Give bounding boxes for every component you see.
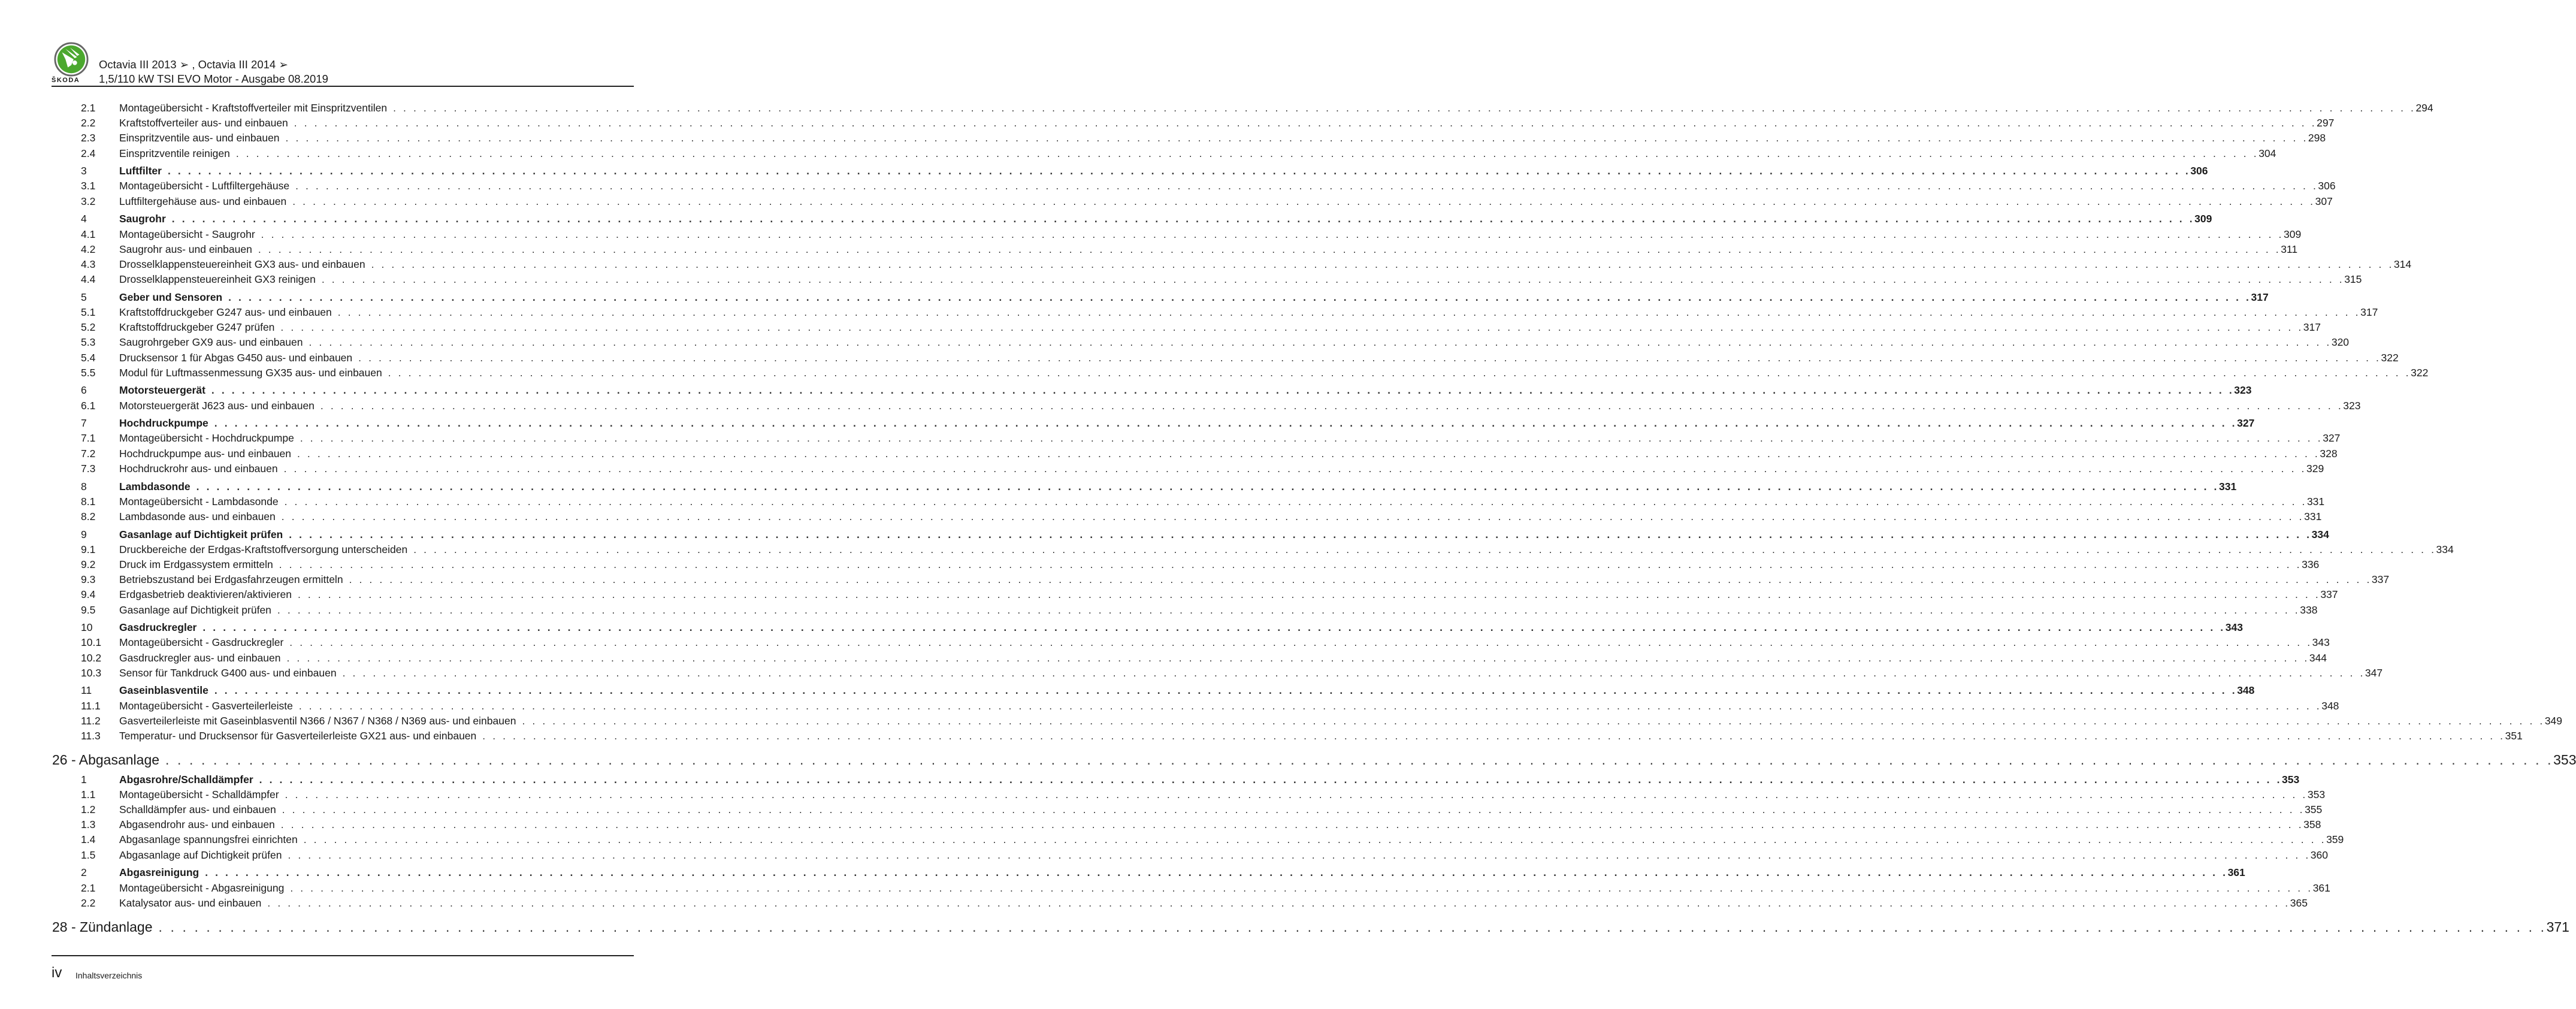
dot-leader: . . . . . . . . . . . . . . . . . . . . . . . . . . . . . . . . . . . . . . . . . . . . . . . . . . . . . . . . . . . . . . . . . . . . . . . . . . . . . . . . . . . . . . . . . . . . . . . . . . . . . . . . . . . . . . . . . . . . . . . . . . . . . . . . . . . . . . . . . . . . . . . . . . . . . . . . . . . . . . . . . . . . . . . . . . . . . . . . . . . . . . . . . . . . . . . . . . . . . . . . <box>297 588 2321 601</box>
entry-number: 9.2 <box>81 558 96 570</box>
dot-leader: . . . . . . . . . . . . . . . . . . . . . . . . . . . . . . . . . . . . . . . . . . . . . . . . . . . . . . . . . . . . . . . . . . . . . . . . . . . . . . . . . . . . . . . . . . . . . . . . . . . . . . . . . . . . . . . . . . . . . . . . . . . . . . . . . . . . . . . . . . . . . . . . . . . . . . . . . . . . . . . . . . . . . . . . . . . . . . . . . . . . . . . . . . . . . . . . . . . . . . . . <box>171 213 2195 225</box>
dot-leader: . . . . . . . . . . . . . . . . . . . . . . . . . . . . . . . . . . . . . . . . . . . . . . . . . . . . . . . . . . . . . . . . . . . . . . . . . . . . . . . . . . . . . . . . . . . . . . . . . . . . . . . . . . . . . . . . . . . . . . . . . . . . . . . . . . . . . . . . . . . . . . . . . . . . . . . . . . . . . . . . . . . . . . . . . . . . . . . . . . . . . . . . . . . . . . . . . . . . . . . . <box>342 666 2365 679</box>
entry-title: Katalysator aus- und einbauen <box>119 896 262 909</box>
entry-page: 304 <box>2258 147 2276 159</box>
entry-number: 3 <box>81 165 87 177</box>
entry-page: 353 <box>2282 773 2300 786</box>
entry-page: 361 <box>2312 881 2330 894</box>
skoda-logo-icon <box>54 42 89 77</box>
entry-title: Einspritzventile aus- und einbauen <box>119 132 280 144</box>
entry-number: 5.2 <box>81 321 96 334</box>
entry-number: 2.2 <box>81 896 96 909</box>
toc-entry-sub[interactable] <box>0 588 2338 603</box>
entry-title: Modul für Luftmassenmessung GX35 aus- und einbauen <box>119 366 382 379</box>
entry-title: Montageübersicht - Abgasreinigung <box>119 881 285 894</box>
entry-title: Saugrohr aus- und einbauen <box>119 243 252 255</box>
dot-leader: . . . . . . . . . . . . . . . . . . . . . . . . . . . . . . . . . . . . . . . . . . . . . . . . . . . . . . . . . . . . . . . . . . . . . . . . . . . . . . . . . . . . . . . . . . . . . . . . . . . . . . . . . . . . . . . . . . . . . . . . . . . . . . . . . . . . . . . . . . . . . . . . . . . . . . . . . . . . . . . . . . . . . . . . . . . . . . . . . . . . . . . . . . . . . . . . . . . . . . . . <box>522 714 2545 727</box>
dot-leader: . . . . . . . . . . . . . . . . . . . . . . . . . . . . . . . . . . . . . . . . . . . . . . . . . . . . . . . . . . . . . . . . . . . . . . . . . . . . . . . . . . . . . . . . . . . . . . . . . . . . . . . . . . . . . . . . . . . . . . . . . . . . . . . . . . . . . . . . . . . . . . . . . . . . . . . . . . . . . . . . . . . . . . . . . . . . . . . . . . . . . . . . . . . . . . . . . . . . . . . . <box>371 258 2394 270</box>
dot-leader: . . . . . . . . . . . . . . . . . . . . . . . . . . . . . . . . . . . . . . . . . . . . . . . . . . . . . . . . . . . . . . . . . . . . . . . . . . . . . . . . . . . . . . . . . . . . . . . . . . . . . . . . . . . . . . . . . . . . . . . . . . . . . . . . . . . . . . . . . . . . . . . . . . . . . . . . . . . . . . . . . . . . . . . . . . . . . . . . . . . . . . . . . . . . . . . . . . . . . . . . <box>165 752 2554 768</box>
entry-title: Drosselklappensteuereinheit GX3 aus- und einbauen <box>119 258 365 270</box>
entry-page: 314 <box>2393 258 2412 270</box>
dot-leader: . . . . . . . . . . . . . . . . . . . . . . . . . . . . . . . . . . . . . . . . . . . . . . . . . . . . . . . . . . . . . . . . . . . . . . . . . . . . . . . . . . . . . . . . . . . . . . . . . . . . . . . . . . . . . . . . . . . . . . . . . . . . . . . . . . . . . . . . . . . . . . . . . . . . . . . . . . . . . . . . . . . . . . . . . . . . . . . . . . . . . . . . . . . . . . . . . . . . . . . . <box>280 321 2303 334</box>
toc-entry-sub[interactable] <box>0 462 2324 478</box>
toc-entry-sub[interactable] <box>0 699 2339 715</box>
toc-entry-sub[interactable] <box>0 495 2325 510</box>
entry-number: 4.1 <box>81 228 96 240</box>
entry-number: 7.1 <box>81 432 96 445</box>
dot-leader: . . . . . . . . . . . . . . . . . . . . . . . . . . . . . . . . . . . . . . . . . . . . . . . . . . . . . . . . . . . . . . . . . . . . . . . . . . . . . . . . . . . . . . . . . . . . . . . . . . . . . . . . . . . . . . . . . . . . . . . . . . . . . . . . . . . . . . . . . . . . . . . . . . . . . . . . . . . . . . . . . . . . . . . . . . . . . . . . . . . . . . . . . . . . . . . . . . . . . . . . <box>285 788 2308 800</box>
entry-page: 358 <box>2303 818 2321 831</box>
toc-entry-chapter[interactable] <box>0 752 2576 771</box>
dot-leader: . . . . . . . . . . . . . . . . . . . . . . . . . . . . . . . . . . . . . . . . . . . . . . . . . . . . . . . . . . . . . . . . . . . . . . . . . . . . . . . . . . . . . . . . . . . . . . . . . . . . . . . . . . . . . . . . . . . . . . . . . . . . . . . . . . . . . . . . . . . . . . . . . . . . . . . . . . . . . . . . . . . . . . . . . . . . . . . . . . . . . . . . . . . . . . . . . . . . . . . . <box>158 919 2547 935</box>
entry-page: 298 <box>2308 132 2326 144</box>
entry-number: 6 <box>81 384 87 397</box>
entry-title: Hochdruckpumpe aus- und einbauen <box>119 447 291 460</box>
entry-number: 3.1 <box>81 180 96 192</box>
entry-number: 2.1 <box>81 881 96 894</box>
toc-entry-sub[interactable] <box>0 543 2454 558</box>
entry-page: 353 <box>2307 788 2326 800</box>
entry-title: Gaseinblasventile <box>119 684 208 697</box>
toc-entry-sub[interactable] <box>0 336 2350 351</box>
dot-leader: . . . . . . . . . . . . . . . . . . . . . . . . . . . . . . . . . . . . . . . . . . . . . . . . . . . . . . . . . . . . . . . . . . . . . . . . . . . . . . . . . . . . . . . . . . . . . . . . . . . . . . . . . . . . . . . . . . . . . . . . . . . . . . . . . . . . . . . . . . . . . . . . . . . . . . . . . . . . . . . . . . . . . . . . . . . . . . . . . . . . . . . . . . . . . . . . . . . . . . . . <box>283 462 2306 475</box>
entry-page: 331 <box>2219 480 2237 493</box>
toc-entry-section[interactable] <box>0 291 2269 306</box>
entry-page: 327 <box>2323 432 2341 445</box>
entry-title: Kraftstoffverteiler aus- und einbauen <box>119 117 288 129</box>
toc-entry-sub[interactable] <box>0 833 2344 848</box>
header-title-line2: 1,5/110 kW TSI EVO Motor - Ausgabe 08.2019 <box>99 72 328 85</box>
dot-leader: . . . . . . . . . . . . . . . . . . . . . . . . . . . . . . . . . . . . . . . . . . . . . . . . . . . . . . . . . . . . . . . . . . . . . . . . . . . . . . . . . . . . . . . . . . . . . . . . . . . . . . . . . . . . . . . . . . . . . . . . . . . . . . . . . . . . . . . . . . . . . . . . . . . . . . . . . . . . . . . . . . . . . . . . . . . . . . . . . . . . . . . . . . . . . . . . . . . . . . . . <box>297 447 2320 460</box>
entry-number: 9.5 <box>81 603 96 616</box>
dot-leader: . . . . . . . . . . . . . . . . . . . . . . . . . . . . . . . . . . . . . . . . . . . . . . . . . . . . . . . . . . . . . . . . . . . . . . . . . . . . . . . . . . . . . . . . . . . . . . . . . . . . . . . . . . . . . . . . . . . . . . . . . . . . . . . . . . . . . . . . . . . . . . . . . . . . . . . . . . . . . . . . . . . . . . . . . . . . . . . . . . . . . . . . . . . . . . . . . . . . . . . . <box>413 543 2436 555</box>
entry-page: 307 <box>2315 195 2333 207</box>
entry-page: 306 <box>2190 165 2208 177</box>
dot-leader: . . . . . . . . . . . . . . . . . . . . . . . . . . . . . . . . . . . . . . . . . . . . . . . . . . . . . . . . . . . . . . . . . . . . . . . . . . . . . . . . . . . . . . . . . . . . . . . . . . . . . . . . . . . . . . . . . . . . . . . . . . . . . . . . . . . . . . . . . . . . . . . . . . . . . . . . . . . . . . . . . . . . . . . . . . . . . . . . . . . . . . . . . . . . . . . . . . . . . . . . <box>303 833 2327 846</box>
dot-leader: . . . . . . . . . . . . . . . . . . . . . . . . . . . . . . . . . . . . . . . . . . . . . . . . . . . . . . . . . . . . . . . . . . . . . . . . . . . . . . . . . . . . . . . . . . . . . . . . . . . . . . . . . . . . . . . . . . . . . . . . . . . . . . . . . . . . . . . . . . . . . . . . . . . . . . . . . . . . . . . . . . . . . . . . . . . . . . . . . . . . . . . . . . . . . . . . . . . . . . . . <box>202 621 2226 634</box>
entry-number: 2 <box>81 866 87 879</box>
entry-title: Druck im Erdgassystem ermitteln <box>119 558 273 570</box>
dot-leader: . . . . . . . . . . . . . . . . . . . . . . . . . . . . . . . . . . . . . . . . . . . . . . . . . . . . . . . . . . . . . . . . . . . . . . . . . . . . . . . . . . . . . . . . . . . . . . . . . . . . . . . . . . . . . . . . . . . . . . . . . . . . . . . . . . . . . . . . . . . . . . . . . . . . . . . . . . . . . . . . . . . . . . . . . . . . . . . . . . . . . . . . . . . . . . . . . . . . . . . . <box>280 818 2304 831</box>
entry-title: Schalldämpfer aus- und einbauen <box>119 803 276 816</box>
toc-entry-sub[interactable] <box>0 881 2330 897</box>
entry-title: Abgasanlage spannungsfrei einrichten <box>119 833 298 846</box>
entry-number: 7 <box>81 417 87 430</box>
entry-page: 338 <box>2300 603 2318 616</box>
entry-page: 317 <box>2360 306 2378 318</box>
entry-number: 11.3 <box>81 730 101 742</box>
entry-number: 1.1 <box>81 788 96 800</box>
entry-title: Motorsteuergerät J623 aus- und einbauen <box>119 399 315 412</box>
toc-entry-sub[interactable] <box>0 848 2328 864</box>
entry-number: 6.1 <box>81 399 96 412</box>
entry-title: Montageübersicht - Gasdruckregler <box>119 636 284 649</box>
entry-page: 360 <box>2310 848 2328 861</box>
dot-leader: . . . . . . . . . . . . . . . . . . . . . . . . . . . . . . . . . . . . . . . . . . . . . . . . . . . . . . . . . . . . . . . . . . . . . . . . . . . . . . . . . . . . . . . . . . . . . . . . . . . . . . . . . . . . . . . . . . . . . . . . . . . . . . . . . . . . . . . . . . . . . . . . . . . . . . . . . . . . . . . . . . . . . . . . . . . . . . . . . . . . . . . . . . . . . . . . . . . . . . . . <box>196 480 2219 493</box>
entry-page: 361 <box>2227 866 2245 879</box>
entry-page: 323 <box>2343 399 2361 412</box>
entry-page: 306 <box>2318 180 2336 192</box>
toc-entry-sub[interactable] <box>0 573 2390 588</box>
dot-leader: . . . . . . . . . . . . . . . . . . . . . . . . . . . . . . . . . . . . . . . . . . . . . . . . . . . . . . . . . . . . . . . . . . . . . . . . . . . . . . . . . . . . . . . . . . . . . . . . . . . . . . . . . . . . . . . . . . . . . . . . . . . . . . . . . . . . . . . . . . . . . . . . . . . . . . . . . . . . . . . . . . . . . . . . . . . . . . . . . . . . . . . . . . . . . . . . . . . . . . . . <box>267 896 2290 909</box>
dot-leader: . . . . . . . . . . . . . . . . . . . . . . . . . . . . . . . . . . . . . . . . . . . . . . . . . . . . . . . . . . . . . . . . . . . . . . . . . . . . . . . . . . . . . . . . . . . . . . . . . . . . . . . . . . . . . . . . . . . . . . . . . . . . . . . . . . . . . . . . . . . . . . . . . . . . . . . . . . . . . . . . . . . . . . . . . . . . . . . . . . . . . . . . . . . . . . . . . . . . . . . . <box>235 147 2259 159</box>
entry-title: Gasanlage auf Dichtigkeit prüfen <box>119 528 283 540</box>
toc-entry-section[interactable] <box>0 384 2252 399</box>
toc-entry-sub[interactable] <box>0 132 2326 147</box>
entry-page: 294 <box>2415 102 2433 114</box>
toc-entry-sub[interactable] <box>0 788 2326 803</box>
entry-page: 317 <box>2251 291 2269 303</box>
entry-title: Montageübersicht - Lambdasonde <box>119 495 279 507</box>
toc-entry-sub[interactable] <box>0 366 2429 382</box>
entry-number: 5.1 <box>81 306 96 318</box>
entry-number: 8 <box>81 480 87 493</box>
entry-page: 334 <box>2436 543 2454 555</box>
entry-number: 1.2 <box>81 803 96 816</box>
entry-title: Saugrohrgeber GX9 aus- und einbauen <box>119 336 303 349</box>
toc-entry-sub[interactable] <box>0 180 2336 195</box>
entry-page: 309 <box>2284 228 2302 240</box>
toc-entry-sub[interactable] <box>0 117 2335 132</box>
entry-title: Sensor für Tankdruck G400 aus- und einbauen <box>119 666 337 679</box>
toc-entry-section[interactable] <box>0 773 2300 789</box>
entry-title: Geber und Sensoren <box>119 291 223 303</box>
toc-entry-sub[interactable] <box>0 195 2333 210</box>
header-divider <box>52 86 634 87</box>
entry-number: 9.4 <box>81 588 96 601</box>
entry-number: 10.1 <box>81 636 102 649</box>
entry-number: 8.1 <box>81 495 96 507</box>
entry-title: Temperatur- und Drucksensor für Gasverteilerleiste GX21 aus- und einbauen <box>119 730 477 742</box>
entry-number: 5.4 <box>81 351 96 364</box>
entry-number: 2.3 <box>81 132 96 144</box>
entry-number: 4.4 <box>81 273 96 286</box>
toc-entry-sub[interactable] <box>0 666 2383 682</box>
entry-number: 2.1 <box>81 102 96 114</box>
entry-page: 328 <box>2320 447 2338 460</box>
entry-page: 334 <box>2311 528 2329 540</box>
dot-leader: . . . . . . . . . . . . . . . . . . . . . . . . . . . . . . . . . . . . . . . . . . . . . . . . . . . . . . . . . . . . . . . . . . . . . . . . . . . . . . . . . . . . . . . . . . . . . . . . . . . . . . . . . . . . . . . . . . . . . . . . . . . . . . . . . . . . . . . . . . . . . . . . . . . . . . . . . . . . . . . . . . . . . . . . . . . . . . . . . . . . . . . . . . . . . . . . . . . . . . . . <box>358 351 2381 364</box>
entry-title: Motorsteuergerät <box>119 384 205 397</box>
entry-number: 4.3 <box>81 258 96 270</box>
dot-leader: . . . . . . . . . . . . . . . . . . . . . . . . . . . . . . . . . . . . . . . . . . . . . . . . . . . . . . . . . . . . . . . . . . . . . . . . . . . . . . . . . . . . . . . . . . . . . . . . . . . . . . . . . . . . . . . . . . . . . . . . . . . . . . . . . . . . . . . . . . . . . . . . . . . . . . . . . . . . . . . . . . . . . . . . . . . . . . . . . . . . . . . . . . . . . . . . . . . . . . . . <box>167 165 2191 177</box>
entry-page: 311 <box>2281 243 2298 255</box>
toc-entry-sub[interactable] <box>0 228 2302 243</box>
entry-number: 10.3 <box>81 666 102 679</box>
entry-page: 309 <box>2194 213 2212 225</box>
toc-entry-sub[interactable] <box>0 243 2298 258</box>
entry-number: 11.2 <box>81 714 101 727</box>
entry-title: Kraftstoffdruckgeber G247 prüfen <box>119 321 275 334</box>
dot-leader: . . . . . . . . . . . . . . . . . . . . . . . . . . . . . . . . . . . . . . . . . . . . . . . . . . . . . . . . . . . . . . . . . . . . . . . . . . . . . . . . . . . . . . . . . . . . . . . . . . . . . . . . . . . . . . . . . . . . . . . . . . . . . . . . . . . . . . . . . . . . . . . . . . . . . . . . . . . . . . . . . . . . . . . . . . . . . . . . . . . . . . . . . . . . . . . . . . . . . . . . <box>214 417 2238 430</box>
entry-page: 322 <box>2411 366 2429 379</box>
dot-leader: . . . . . . . . . . . . . . . . . . . . . . . . . . . . . . . . . . . . . . . . . . . . . . . . . . . . . . . . . . . . . . . . . . . . . . . . . . . . . . . . . . . . . . . . . . . . . . . . . . . . . . . . . . . . . . . . . . . . . . . . . . . . . . . . . . . . . . . . . . . . . . . . . . . . . . . . . . . . . . . . . . . . . . . . . . . . . . . . . . . . . . . . . . . . . . . . . . . . . . . . <box>388 366 2411 379</box>
entry-page: 371 <box>2546 919 2569 935</box>
entry-title: Hochdruckpumpe <box>119 417 208 430</box>
entry-page: 343 <box>2312 636 2330 649</box>
dot-leader: . . . . . . . . . . . . . . . . . . . . . . . . . . . . . . . . . . . . . . . . . . . . . . . . . . . . . . . . . . . . . . . . . . . . . . . . . . . . . . . . . . . . . . . . . . . . . . . . . . . . . . . . . . . . . . . . . . . . . . . . . . . . . . . . . . . . . . . . . . . . . . . . . . . . . . . . . . . . . . . . . . . . . . . . . . . . . . . . . . . . . . . . . . . . . . . . . . . . . . . . <box>300 432 2323 445</box>
toc-entry-section[interactable] <box>0 866 2245 881</box>
entry-page: 336 <box>2302 558 2320 570</box>
dot-leader: . . . . . . . . . . . . . . . . . . . . . . . . . . . . . . . . . . . . . . . . . . . . . . . . . . . . . . . . . . . . . . . . . . . . . . . . . . . . . . . . . . . . . . . . . . . . . . . . . . . . . . . . . . . . . . . . . . . . . . . . . . . . . . . . . . . . . . . . . . . . . . . . . . . . . . . . . . . . . . . . . . . . . . . . . . . . . . . . . . . . . . . . . . . . . . . . . . . . . . . . <box>282 803 2305 816</box>
entry-page: 359 <box>2326 833 2344 846</box>
entry-number: 1.5 <box>81 848 96 861</box>
table-of-contents <box>0 102 2576 938</box>
entry-number: 4.2 <box>81 243 96 255</box>
toc-entry-section[interactable] <box>0 165 2208 180</box>
entry-title: Saugrohr <box>119 213 166 225</box>
toc-entry-sub[interactable] <box>0 399 2361 415</box>
entry-page: 337 <box>2320 588 2338 601</box>
toc-entry-section[interactable] <box>0 528 2329 543</box>
dot-leader: . . . . . . . . . . . . . . . . . . . . . . . . . . . . . . . . . . . . . . . . . . . . . . . . . . . . . . . . . . . . . . . . . . . . . . . . . . . . . . . . . . . . . . . . . . . . . . . . . . . . . . . . . . . . . . . . . . . . . . . . . . . . . . . . . . . . . . . . . . . . . . . . . . . . . . . . . . . . . . . . . . . . . . . . . . . . . . . . . . . . . . . . . . . . . . . . . . . . . . . . <box>321 273 2345 286</box>
toc-entry-sub[interactable] <box>0 447 2338 463</box>
dot-leader: . . . . . . . . . . . . . . . . . . . . . . . . . . . . . . . . . . . . . . . . . . . . . . . . . . . . . . . . . . . . . . . . . . . . . . . . . . . . . . . . . . . . . . . . . . . . . . . . . . . . . . . . . . . . . . . . . . . . . . . . . . . . . . . . . . . . . . . . . . . . . . . . . . . . . . . . . . . . . . . . . . . . . . . . . . . . . . . . . . . . . . . . . . . . . . . . . . . . . . . . <box>289 636 2312 649</box>
entry-title: Erdgasbetrieb deaktivieren/aktivieren <box>119 588 292 601</box>
dot-leader: . . . . . . . . . . . . . . . . . . . . . . . . . . . . . . . . . . . . . . . . . . . . . . . . . . . . . . . . . . . . . . . . . . . . . . . . . . . . . . . . . . . . . . . . . . . . . . . . . . . . . . . . . . . . . . . . . . . . . . . . . . . . . . . . . . . . . . . . . . . . . . . . . . . . . . . . . . . . . . . . . . . . . . . . . . . . . . . . . . . . . . . . . . . . . . . . . . . . . . . . <box>289 528 2312 540</box>
toc-entry-sub[interactable] <box>0 147 2276 162</box>
entry-title: Drucksensor 1 für Abgas G450 aus- und einbauen <box>119 351 353 364</box>
toc-entry-section[interactable] <box>0 480 2237 496</box>
entry-page: 315 <box>2344 273 2362 286</box>
toc-entry-sub[interactable] <box>0 603 2318 619</box>
entry-number: 1.3 <box>81 818 96 831</box>
toc-entry-sub[interactable] <box>0 558 2320 573</box>
entry-title: Luftfiltergehäuse aus- und einbauen <box>119 195 287 207</box>
dot-leader: . . . . . . . . . . . . . . . . . . . . . . . . . . . . . . . . . . . . . . . . . . . . . . . . . . . . . . . . . . . . . . . . . . . . . . . . . . . . . . . . . . . . . . . . . . . . . . . . . . . . . . . . . . . . . . . . . . . . . . . . . . . . . . . . . . . . . . . . . . . . . . . . . . . . . . . . . . . . . . . . . . . . . . . . . . . . . . . . . . . . . . . . . . . . . . . . . . . . . . . . <box>286 651 2309 664</box>
dot-leader: . . . . . . . . . . . . . . . . . . . . . . . . . . . . . . . . . . . . . . . . . . . . . . . . . . . . . . . . . . . . . . . . . . . . . . . . . . . . . . . . . . . . . . . . . . . . . . . . . . . . . . . . . . . . . . . . . . . . . . . . . . . . . . . . . . . . . . . . . . . . . . . . . . . . . . . . . . . . . . . . . . . . . . . . . . . . . . . . . . . . . . . . . . . . . . . . . . . . . . . . <box>205 866 2228 879</box>
entry-number: 9 <box>81 528 87 540</box>
entry-title: Abgasrohre/Schalldämpfer <box>119 773 253 786</box>
toc-entry-section[interactable] <box>0 417 2255 432</box>
dot-leader: . . . . . . . . . . . . . . . . . . . . . . . . . . . . . . . . . . . . . . . . . . . . . . . . . . . . . . . . . . . . . . . . . . . . . . . . . . . . . . . . . . . . . . . . . . . . . . . . . . . . . . . . . . . . . . . . . . . . . . . . . . . . . . . . . . . . . . . . . . . . . . . . . . . . . . . . . . . . . . . . . . . . . . . . . . . . . . . . . . . . . . . . . . . . . . . . . . . . . . . . <box>281 510 2305 522</box>
toc-entry-sub[interactable] <box>0 102 2433 117</box>
entry-title: Abgasendrohr aus- und einbauen <box>119 818 275 831</box>
entry-page: 329 <box>2306 462 2324 475</box>
entry-page: 317 <box>2303 321 2321 334</box>
entry-number: 10 <box>81 621 93 634</box>
entry-title: Gasdruckregler <box>119 621 197 634</box>
entry-title: Luftfilter <box>119 165 162 177</box>
dot-leader: . . . . . . . . . . . . . . . . . . . . . . . . . . . . . . . . . . . . . . . . . . . . . . . . . . . . . . . . . . . . . . . . . . . . . . . . . . . . . . . . . . . . . . . . . . . . . . . . . . . . . . . . . . . . . . . . . . . . . . . . . . . . . . . . . . . . . . . . . . . . . . . . . . . . . . . . . . . . . . . . . . . . . . . . . . . . . . . . . . . . . . . . . . . . . . . . . . . . . . . . <box>279 558 2302 570</box>
entry-title: Hochdruckrohr aus- und einbauen <box>119 462 278 475</box>
dot-leader: . . . . . . . . . . . . . . . . . . . . . . . . . . . . . . . . . . . . . . . . . . . . . . . . . . . . . . . . . . . . . . . . . . . . . . . . . . . . . . . . . . . . . . . . . . . . . . . . . . . . . . . . . . . . . . . . . . . . . . . . . . . . . . . . . . . . . . . . . . . . . . . . . . . . . . . . . . . . . . . . . . . . . . . . . . . . . . . . . . . . . . . . . . . . . . . . . . . . . . . . <box>309 336 2332 349</box>
entry-title: Gasanlage auf Dichtigkeit prüfen <box>119 603 271 616</box>
page-number: iv <box>52 965 62 981</box>
entry-title: Gasdruckregler aus- und einbauen <box>119 651 281 664</box>
entry-number: 1 <box>81 773 87 786</box>
toc-entry-sub[interactable] <box>0 636 2330 651</box>
dot-leader: . . . . . . . . . . . . . . . . . . . . . . . . . . . . . . . . . . . . . . . . . . . . . . . . . . . . . . . . . . . . . . . . . . . . . . . . . . . . . . . . . . . . . . . . . . . . . . . . . . . . . . . . . . . . . . . . . . . . . . . . . . . . . . . . . . . . . . . . . . . . . . . . . . . . . . . . . . . . . . . . . . . . . . . . . . . . . . . . . . . . . . . . . . . . . . . . . . . . . . . . <box>214 684 2238 697</box>
toc-entry-sub[interactable] <box>0 803 2323 818</box>
entry-number: 2.4 <box>81 147 96 159</box>
toc-entry-section[interactable] <box>0 621 2243 636</box>
dot-leader: . . . . . . . . . . . . . . . . . . . . . . . . . . . . . . . . . . . . . . . . . . . . . . . . . . . . . . . . . . . . . . . . . . . . . . . . . . . . . . . . . . . . . . . . . . . . . . . . . . . . . . . . . . . . . . . . . . . . . . . . . . . . . . . . . . . . . . . . . . . . . . . . . . . . . . . . . . . . . . . . . . . . . . . . . . . . . . . . . . . . . . . . . . . . . . . . . . . . . . . . <box>393 102 2416 114</box>
entry-title: Montageübersicht - Schalldämpfer <box>119 788 279 800</box>
entry-number: 11.1 <box>81 699 101 712</box>
toc-entry-sub[interactable] <box>0 818 2321 833</box>
entry-number: 7.3 <box>81 462 96 475</box>
dot-leader: . . . . . . . . . . . . . . . . . . . . . . . . . . . . . . . . . . . . . . . . . . . . . . . . . . . . . . . . . . . . . . . . . . . . . . . . . . . . . . . . . . . . . . . . . . . . . . . . . . . . . . . . . . . . . . . . . . . . . . . . . . . . . . . . . . . . . . . . . . . . . . . . . . . . . . . . . . . . . . . . . . . . . . . . . . . . . . . . . . . . . . . . . . . . . . . . . . . . . . . . <box>337 306 2361 318</box>
entry-title: Lambdasonde <box>119 480 191 493</box>
dot-leader: . . . . . . . . . . . . . . . . . . . . . . . . . . . . . . . . . . . . . . . . . . . . . . . . . . . . . . . . . . . . . . . . . . . . . . . . . . . . . . . . . . . . . . . . . . . . . . . . . . . . . . . . . . . . . . . . . . . . . . . . . . . . . . . . . . . . . . . . . . . . . . . . . . . . . . . . . . . . . . . . . . . . . . . . . . . . . . . . . . . . . . . . . . . . . . . . . . . . . . . . <box>259 773 2282 786</box>
entry-page: 337 <box>2371 573 2390 586</box>
entry-number: 4 <box>81 213 87 225</box>
entry-page: 323 <box>2234 384 2252 397</box>
entry-page: 327 <box>2237 417 2255 430</box>
entry-page: 331 <box>2304 510 2322 522</box>
dot-leader: . . . . . . . . . . . . . . . . . . . . . . . . . . . . . . . . . . . . . . . . . . . . . . . . . . . . . . . . . . . . . . . . . . . . . . . . . . . . . . . . . . . . . . . . . . . . . . . . . . . . . . . . . . . . . . . . . . . . . . . . . . . . . . . . . . . . . . . . . . . . . . . . . . . . . . . . . . . . . . . . . . . . . . . . . . . . . . . . . . . . . . . . . . . . . . . . . . . . . . . . <box>482 730 2505 742</box>
entry-title: 26 - Abgasanlage <box>52 752 160 768</box>
entry-title: Abgasreinigung <box>119 866 199 879</box>
entry-title: 28 - Zündanlage <box>52 919 153 935</box>
toc-entry-sub[interactable] <box>0 306 2378 321</box>
toc-entry-sub[interactable] <box>0 258 2412 273</box>
entry-number: 9.1 <box>81 543 96 555</box>
toc-entry-section[interactable] <box>0 684 2255 699</box>
dot-leader: . . . . . . . . . . . . . . . . . . . . . . . . . . . . . . . . . . . . . . . . . . . . . . . . . . . . . . . . . . . . . . . . . . . . . . . . . . . . . . . . . . . . . . . . . . . . . . . . . . . . . . . . . . . . . . . . . . . . . . . . . . . . . . . . . . . . . . . . . . . . . . . . . . . . . . . . . . . . . . . . . . . . . . . . . . . . . . . . . . . . . . . . . . . . . . . . . . . . . . . . <box>285 132 2308 144</box>
entry-page: 331 <box>2306 495 2325 507</box>
dot-leader: . . . . . . . . . . . . . . . . . . . . . . . . . . . . . . . . . . . . . . . . . . . . . . . . . . . . . . . . . . . . . . . . . . . . . . . . . . . . . . . . . . . . . . . . . . . . . . . . . . . . . . . . . . . . . . . . . . . . . . . . . . . . . . . . . . . . . . . . . . . . . . . . . . . . . . . . . . . . . . . . . . . . . . . . . . . . . . . . . . . . . . . . . . . . . . . . . . . . . . . . <box>228 291 2251 303</box>
dot-leader: . . . . . . . . . . . . . . . . . . . . . . . . . . . . . . . . . . . . . . . . . . . . . . . . . . . . . . . . . . . . . . . . . . . . . . . . . . . . . . . . . . . . . . . . . . . . . . . . . . . . . . . . . . . . . . . . . . . . . . . . . . . . . . . . . . . . . . . . . . . . . . . . . . . . . . . . . . . . . . . . . . . . . . . . . . . . . . . . . . . . . . . . . . . . . . . . . . . . . . . . <box>261 228 2284 240</box>
entry-number: 5 <box>81 291 87 303</box>
entry-page: 347 <box>2365 666 2383 679</box>
toc-entry-sub[interactable] <box>0 432 2341 447</box>
dot-leader: . . . . . . . . . . . . . . . . . . . . . . . . . . . . . . . . . . . . . . . . . . . . . . . . . . . . . . . . . . . . . . . . . . . . . . . . . . . . . . . . . . . . . . . . . . . . . . . . . . . . . . . . . . . . . . . . . . . . . . . . . . . . . . . . . . . . . . . . . . . . . . . . . . . . . . . . . . . . . . . . . . . . . . . . . . . . . . . . . . . . . . . . . . . . . . . . . . . . . . . . <box>292 195 2315 207</box>
entry-title: Druckbereiche der Erdgas-Kraftstoffversorgung unterscheiden <box>119 543 408 555</box>
entry-number: 2.2 <box>81 117 96 129</box>
entry-number: 9.3 <box>81 573 96 586</box>
footer-divider <box>52 955 634 956</box>
entry-number: 5.3 <box>81 336 96 349</box>
dot-leader: . . . . . . . . . . . . . . . . . . . . . . . . . . . . . . . . . . . . . . . . . . . . . . . . . . . . . . . . . . . . . . . . . . . . . . . . . . . . . . . . . . . . . . . . . . . . . . . . . . . . . . . . . . . . . . . . . . . . . . . . . . . . . . . . . . . . . . . . . . . . . . . . . . . . . . . . . . . . . . . . . . . . . . . . . . . . . . . . . . . . . . . . . . . . . . . . . . . . . . . . <box>295 180 2318 192</box>
dot-leader: . . . . . . . . . . . . . . . . . . . . . . . . . . . . . . . . . . . . . . . . . . . . . . . . . . . . . . . . . . . . . . . . . . . . . . . . . . . . . . . . . . . . . . . . . . . . . . . . . . . . . . . . . . . . . . . . . . . . . . . . . . . . . . . . . . . . . . . . . . . . . . . . . . . . . . . . . . . . . . . . . . . . . . . . . . . . . . . . . . . . . . . . . . . . . . . . . . . . . . . . <box>211 384 2235 397</box>
entry-title: Montageübersicht - Gasverteilerleiste <box>119 699 293 712</box>
entry-page: 343 <box>2225 621 2243 634</box>
entry-title: Abgasanlage auf Dichtigkeit prüfen <box>119 848 282 861</box>
footer-title: Inhaltsverzeichnis <box>75 971 143 980</box>
entry-page: 320 <box>2331 336 2350 349</box>
toc-entry-sub[interactable] <box>0 510 2322 525</box>
brand-name: ŠKODA <box>52 77 80 84</box>
entry-page: 353 <box>2553 752 2576 768</box>
dot-leader: . . . . . . . . . . . . . . . . . . . . . . . . . . . . . . . . . . . . . . . . . . . . . . . . . . . . . . . . . . . . . . . . . . . . . . . . . . . . . . . . . . . . . . . . . . . . . . . . . . . . . . . . . . . . . . . . . . . . . . . . . . . . . . . . . . . . . . . . . . . . . . . . . . . . . . . . . . . . . . . . . . . . . . . . . . . . . . . . . . . . . . . . . . . . . . . . . . . . . . . . <box>290 881 2313 894</box>
entry-page: 297 <box>2317 117 2335 129</box>
dot-leader: . . . . . . . . . . . . . . . . . . . . . . . . . . . . . . . . . . . . . . . . . . . . . . . . . . . . . . . . . . . . . . . . . . . . . . . . . . . . . . . . . . . . . . . . . . . . . . . . . . . . . . . . . . . . . . . . . . . . . . . . . . . . . . . . . . . . . . . . . . . . . . . . . . . . . . . . . . . . . . . . . . . . . . . . . . . . . . . . . . . . . . . . . . . . . . . . . . . . . . . . <box>284 495 2307 507</box>
toc-entry-chapter[interactable] <box>0 919 2569 938</box>
entry-page: 365 <box>2290 896 2308 909</box>
toc-entry-sub[interactable] <box>0 273 2362 288</box>
entry-title: Drosselklappensteuereinheit GX3 reinigen <box>119 273 316 286</box>
toc-entry-sub[interactable] <box>0 351 2399 367</box>
entry-page: 348 <box>2237 684 2255 697</box>
entry-page: 355 <box>2305 803 2323 816</box>
header-title-line1: Octavia III 2013 ➢ , Octavia III 2014 ➢ <box>99 58 288 71</box>
entry-number: 8.2 <box>81 510 96 522</box>
toc-entry-sub[interactable] <box>0 321 2321 336</box>
entry-number: 1.4 <box>81 833 96 846</box>
entry-page: 349 <box>2544 714 2563 727</box>
dot-leader: . . . . . . . . . . . . . . . . . . . . . . . . . . . . . . . . . . . . . . . . . . . . . . . . . . . . . . . . . . . . . . . . . . . . . . . . . . . . . . . . . . . . . . . . . . . . . . . . . . . . . . . . . . . . . . . . . . . . . . . . . . . . . . . . . . . . . . . . . . . . . . . . . . . . . . . . . . . . . . . . . . . . . . . . . . . . . . . . . . . . . . . . . . . . . . . . . . . . . . . . <box>288 848 2311 861</box>
toc-entry-sub[interactable] <box>0 896 2308 912</box>
entry-page: 344 <box>2309 651 2327 664</box>
dot-leader: . . . . . . . . . . . . . . . . . . . . . . . . . . . . . . . . . . . . . . . . . . . . . . . . . . . . . . . . . . . . . . . . . . . . . . . . . . . . . . . . . . . . . . . . . . . . . . . . . . . . . . . . . . . . . . . . . . . . . . . . . . . . . . . . . . . . . . . . . . . . . . . . . . . . . . . . . . . . . . . . . . . . . . . . . . . . . . . . . . . . . . . . . . . . . . . . . . . . . . . . <box>294 117 2317 129</box>
entry-title: Montageübersicht - Luftfiltergehäuse <box>119 180 290 192</box>
entry-number: 10.2 <box>81 651 102 664</box>
toc-entry-sub[interactable] <box>0 730 2523 745</box>
entry-number: 5.5 <box>81 366 96 379</box>
entry-page: 348 <box>2321 699 2339 712</box>
entry-number: 7.2 <box>81 447 96 460</box>
entry-title: Lambdasonde aus- und einbauen <box>119 510 276 522</box>
toc-entry-sub[interactable] <box>0 651 2327 667</box>
dot-leader: . . . . . . . . . . . . . . . . . . . . . . . . . . . . . . . . . . . . . . . . . . . . . . . . . . . . . . . . . . . . . . . . . . . . . . . . . . . . . . . . . . . . . . . . . . . . . . . . . . . . . . . . . . . . . . . . . . . . . . . . . . . . . . . . . . . . . . . . . . . . . . . . . . . . . . . . . . . . . . . . . . . . . . . . . . . . . . . . . . . . . . . . . . . . . . . . . . . . . . . . <box>349 573 2372 586</box>
dot-leader: . . . . . . . . . . . . . . . . . . . . . . . . . . . . . . . . . . . . . . . . . . . . . . . . . . . . . . . . . . . . . . . . . . . . . . . . . . . . . . . . . . . . . . . . . . . . . . . . . . . . . . . . . . . . . . . . . . . . . . . . . . . . . . . . . . . . . . . . . . . . . . . . . . . . . . . . . . . . . . . . . . . . . . . . . . . . . . . . . . . . . . . . . . . . . . . . . . . . . . . . <box>320 399 2344 412</box>
entry-title: Montageübersicht - Kraftstoffverteiler mit Einspritzventilen <box>119 102 388 114</box>
entry-title: Kraftstoffdruckgeber G247 aus- und einbauen <box>119 306 332 318</box>
toc-entry-section[interactable] <box>0 213 2212 228</box>
entry-title: Gasverteilerleiste mit Gaseinblasventil N366 / N367 / N368 / N369 aus- und einbauen <box>119 714 516 727</box>
entry-page: 322 <box>2381 351 2399 364</box>
entry-title: Betriebszustand bei Erdgasfahrzeugen ermitteln <box>119 573 343 586</box>
entry-number: 3.2 <box>81 195 96 207</box>
entry-page: 351 <box>2505 730 2523 742</box>
dot-leader: . . . . . . . . . . . . . . . . . . . . . . . . . . . . . . . . . . . . . . . . . . . . . . . . . . . . . . . . . . . . . . . . . . . . . . . . . . . . . . . . . . . . . . . . . . . . . . . . . . . . . . . . . . . . . . . . . . . . . . . . . . . . . . . . . . . . . . . . . . . . . . . . . . . . . . . . . . . . . . . . . . . . . . . . . . . . . . . . . . . . . . . . . . . . . . . . . . . . . . . . <box>298 699 2322 712</box>
toc-entry-sub[interactable] <box>0 714 2563 730</box>
entry-title: Montageübersicht - Saugrohr <box>119 228 255 240</box>
entry-title: Montageübersicht - Hochdruckpumpe <box>119 432 294 445</box>
entry-title: Einspritzventile reinigen <box>119 147 230 159</box>
entry-number: 11 <box>81 684 92 697</box>
dot-leader: . . . . . . . . . . . . . . . . . . . . . . . . . . . . . . . . . . . . . . . . . . . . . . . . . . . . . . . . . . . . . . . . . . . . . . . . . . . . . . . . . . . . . . . . . . . . . . . . . . . . . . . . . . . . . . . . . . . . . . . . . . . . . . . . . . . . . . . . . . . . . . . . . . . . . . . . . . . . . . . . . . . . . . . . . . . . . . . . . . . . . . . . . . . . . . . . . . . . . . . . <box>277 603 2300 616</box>
dot-leader: . . . . . . . . . . . . . . . . . . . . . . . . . . . . . . . . . . . . . . . . . . . . . . . . . . . . . . . . . . . . . . . . . . . . . . . . . . . . . . . . . . . . . . . . . . . . . . . . . . . . . . . . . . . . . . . . . . . . . . . . . . . . . . . . . . . . . . . . . . . . . . . . . . . . . . . . . . . . . . . . . . . . . . . . . . . . . . . . . . . . . . . . . . . . . . . . . . . . . . . . <box>258 243 2281 255</box>
